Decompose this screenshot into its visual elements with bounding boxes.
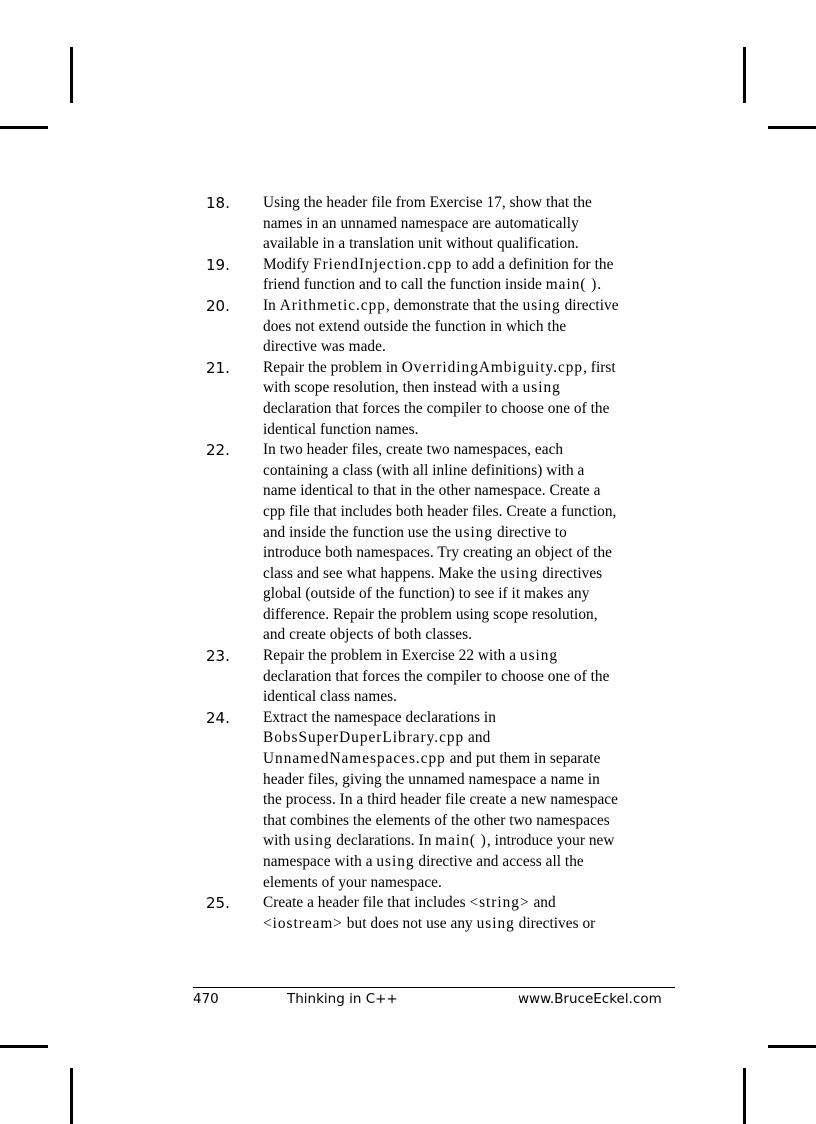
text-segment: elements of your namespace. [263,873,442,891]
exercise-text-line [263,420,676,441]
exercise-text-line [263,667,676,688]
exercise-text-line [263,646,676,667]
exercise-item [206,296,676,358]
exercise-text-line [263,831,676,852]
code-term: using [500,564,539,582]
code-term: main( ) [545,276,598,294]
exercise-text-line [263,234,676,255]
crop-mark-top-right [743,47,746,103]
text-segment: , demonstrate that the [385,296,523,314]
code-term: using [519,647,559,665]
exercise-item [206,893,676,934]
text-segment: identical class names. [263,688,398,706]
text-segment: friend function and to call the function inside [263,276,546,294]
text-segment: introduce both namespaces. Try creating an object of the [263,544,613,562]
exercise-item [206,358,676,440]
exercise-text-line [263,399,676,420]
text-segment: header files, giving the unnamed namespace a name in [263,770,600,788]
code-term: main( ) [435,832,487,850]
exercise-number: 23. [206,647,230,666]
exercise-list [206,193,676,934]
page-number: 470 [193,991,219,1007]
code-term: using [376,853,415,870]
text-segment: difference. Repair the problem using scope resolution, [263,605,598,623]
exercise-text-line [263,564,676,585]
text-segment: , first [583,358,616,376]
book-title: Thinking in C++ [287,991,398,1007]
crop-mark-right-lower [768,1045,816,1048]
text-segment: declaration that forces the compiler to choose one of the [263,667,610,685]
exercise-number: 20. [206,296,230,315]
text-segment: namespace with a [263,853,377,870]
exercise-text-line [263,378,676,399]
exercise-text-line [263,708,676,729]
exercise-text-line [263,749,676,770]
text-segment: with scope resolution, then instead with a [263,379,523,397]
text-segment: directive was made. [263,338,386,356]
exercise-text-line [263,523,676,544]
code-term: <iostream> [263,914,343,932]
code-term: BobsSuperDuperLibrary.cpp [263,729,465,747]
exercise-text-line [263,337,676,358]
code-term: UnnamedNamespaces.cpp [263,750,446,768]
text-segment: does not extend outside the function in which the [263,317,567,335]
text-segment: global (outside of the function) to see if it makes any [263,585,590,603]
text-segment: containing a class (with all inline definitions) with a [263,461,585,479]
exercise-text-line [263,358,676,379]
text-segment: available in a translation unit without qualification. [263,235,579,253]
exercise-text-line [263,481,676,502]
text-segment: Create a header file that includes [263,894,470,912]
exercise-text-line [263,893,676,914]
text-segment: to add a definition for the [452,255,614,273]
text-segment: name identical to that in the other namespace. Create a [263,482,601,500]
exercise-text-line [263,873,676,894]
exercise-text-line [263,584,676,605]
text-segment: . [597,276,602,294]
text-segment: directive and access all the [414,853,584,870]
text-segment: that combines the elements of the other two namespaces [263,811,610,829]
exercise-text-line [263,255,676,276]
exercise-number: 21. [206,358,230,377]
text-segment: In [263,296,280,314]
text-segment: directives [538,564,603,582]
text-segment: declaration that forces the compiler to choose one of the [263,399,610,417]
code-term: using [522,379,561,397]
code-term: FriendInjection.cpp [313,255,453,273]
exercise-number: 24. [206,708,230,727]
exercise-text-line [263,852,676,873]
exercise-text-line [263,296,676,317]
code-term: OverridingAmbiguity.cpp [401,358,584,376]
code-term: using [522,296,561,314]
exercise-number: 18. [206,194,230,212]
exercise-text-line [263,770,676,791]
text-segment: directives or [514,914,596,932]
exercise-number: 19. [206,255,230,274]
exercise-text-line [263,914,676,935]
text-segment: declarations. In [332,832,436,850]
code-term: using [476,914,515,932]
text-segment: and [464,729,491,747]
exercise-text-line [263,317,676,338]
text-segment: Using the header file from Exercise 17, show that the [263,194,592,211]
exercise-text-line [263,461,676,482]
exercise-text-line [263,687,676,708]
exercise-item [206,440,676,646]
exercise-text-line [263,502,676,523]
crop-mark-bottom-left [70,1068,73,1124]
code-term: using [294,832,333,850]
text-segment: Repair the problem in [263,358,402,376]
text-segment: and put them in separate [445,750,601,768]
exercise-text-line [263,625,676,646]
text-segment: and [529,894,556,912]
exercise-item [206,646,676,708]
exercise-text-line [263,214,676,235]
exercise-text-line [263,440,676,461]
text-segment: identical function names. [263,420,419,438]
exercise-text-line [263,728,676,749]
exercise-number: 22. [206,441,230,460]
exercise-number: 25. [206,894,230,913]
text-segment: the process. In a third header file create a new namespace [263,791,618,809]
exercise-text-line [263,193,676,214]
text-segment: Repair the problem in Exercise 22 with a [263,647,520,665]
website-link: www.BruceEckel.com [518,991,662,1007]
text-segment: Extract the namespace declarations in [263,708,496,726]
exercise-text-line [263,811,676,832]
code-term: <string> [469,894,530,912]
crop-mark-left-lower [0,1045,48,1048]
text-segment: and create objects of both classes. [263,626,473,644]
text-segment: with [263,832,295,850]
exercise-item [206,193,676,255]
text-segment: and inside the function use the [263,523,455,541]
exercise-text-line [263,543,676,564]
text-segment: cpp file that includes both header files. Create a function, [263,502,617,520]
footer-rule [193,987,675,988]
text-segment: names in an unnamed namespace are automatically [263,214,579,232]
text-segment: class and see what happens. Make the [263,564,501,582]
text-segment: In two header files, create two namespaces, each [263,441,564,459]
text-segment: directive [560,296,619,314]
text-segment: directive to [493,523,567,541]
exercise-item [206,255,676,296]
crop-mark-top-left [70,47,73,103]
text-segment: Modify [263,255,314,273]
exercise-text-line [263,275,676,296]
exercise-item [206,708,676,893]
crop-mark-bottom-right [743,1068,746,1124]
exercise-text-line [263,605,676,626]
exercise-text-line [263,790,676,811]
text-segment: but does not use any [342,914,477,932]
crop-mark-right-upper [768,126,816,129]
code-term: using [454,523,494,541]
text-segment: , introduce your new [486,832,615,850]
crop-mark-left-upper [0,126,48,129]
code-term: Arithmetic.cpp [279,296,386,314]
